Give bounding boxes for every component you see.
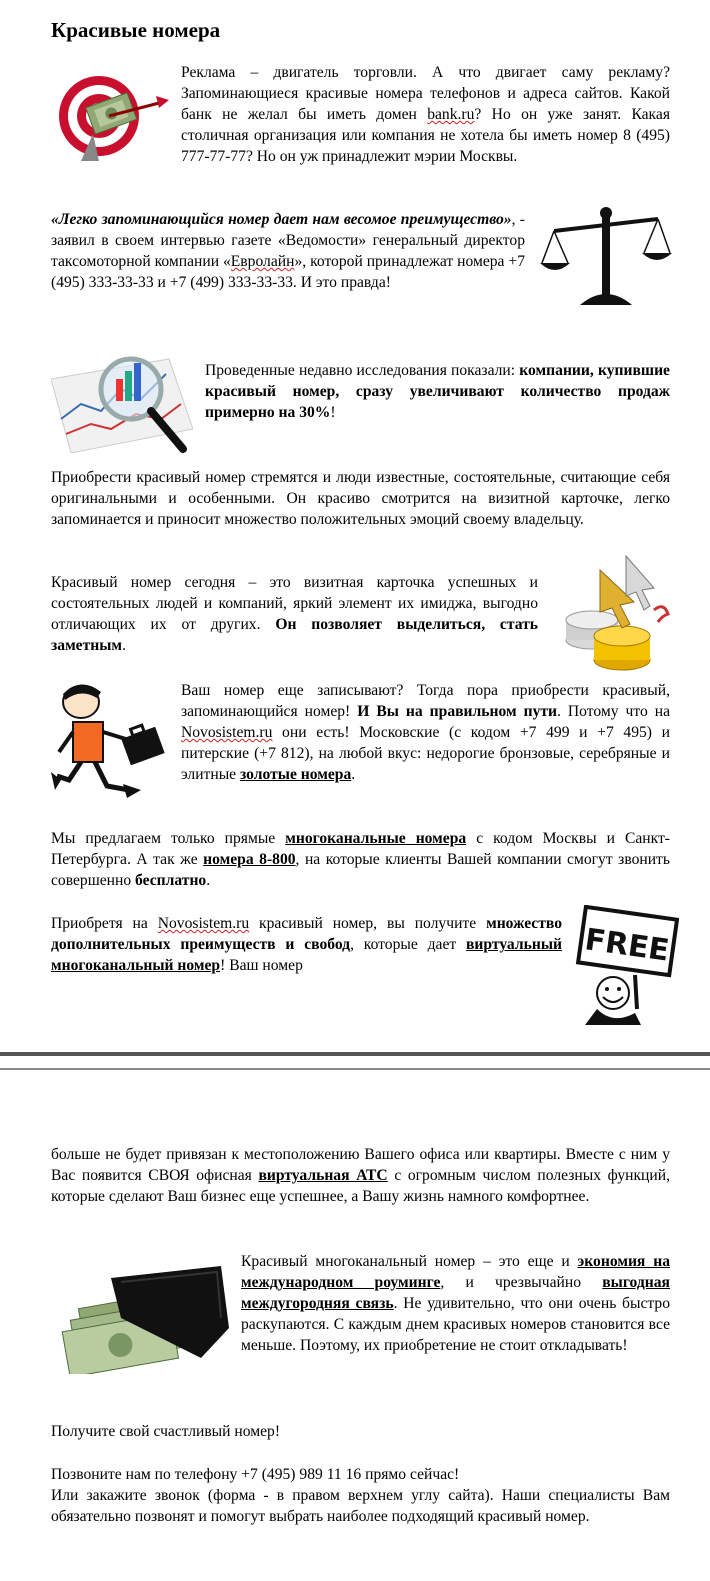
trophy-cursor-icon <box>560 550 676 678</box>
virtual-number-link[interactable]: виртуальный многоканальный номер <box>51 936 562 974</box>
roaming-link[interactable]: экономия на международном роуминге <box>241 1253 670 1291</box>
paragraph-call-now: Позвоните нам по телефону +7 (495) 989 11 16 прямо сейчас! <box>51 1466 460 1483</box>
site-link-2[interactable]: Novosistem.ru <box>157 915 250 932</box>
wallet-money-icon <box>51 1258 231 1374</box>
document-page-2 <box>0 1070 710 1581</box>
paragraph-ats: больше не будет привязан к местоположению Вашего офиса или квартиры. Вместе с ним у Вас появится СВОЯ офисная виртуальная АТС с огромным числом полезных функций, которые сделают Ваш бизнес еще успешнее, а Вашу жизнь намного комфортнее. <box>51 1146 670 1205</box>
paragraph-business-card: Красивый номер сегодня – это визитная карточка успешных и состоятельных людей и компаний, яркий элемент их имиджа, выгодно отличающих их от других. Он позволяет выделиться, стать заметным. <box>51 574 538 654</box>
paragraph-famous: Приобрести красивый номер стремятся и люди известные, состоятельные, считающие себя оригинальными и особенными. Он красиво смотрится на визитной карточке, легко запоминается и приносит множество положительных эмоций своему владельцу. <box>51 469 670 528</box>
paragraph-order-call: Или закажите звонок (форма - в правом верхнем углу сайта). Наши специалисты Вам обязательно позвонят и помогут выбрать наиболее подходящий красивый номер. <box>51 1487 670 1525</box>
target-dart-money-icon <box>51 66 171 174</box>
numbers-8800-link[interactable]: номера 8-800 <box>203 851 296 868</box>
running-man-briefcase-icon <box>51 680 171 812</box>
paragraph-offer: Мы предлагаем только прямые многоканальные номера с кодом Москвы и Санкт-Петербурга. А так же номера 8-800, на которые клиенты Вашей компании смогут звонить совершенно бесплатно. <box>51 830 671 889</box>
free-sign-man-icon <box>575 905 679 1025</box>
paragraph-lucky: Получите свой счастливый номер! <box>51 1423 281 1440</box>
paragraph-virtual: Приобретя на Novosistem.ru красивый номер, вы получите множество дополнительных преимуществ и свобод, которые дает виртуальный многоканальный номер! Ваш номер <box>51 915 562 974</box>
virtual-ats-link[interactable]: виртуальная АТС <box>258 1167 388 1184</box>
paragraph-intro: Реклама – двигатель торговли. А что двигает саму рекламу? Запоминающиеся красивые номера телефонов и адреса сайтов. Какой банк не желал бы иметь домен bank.ru? Но он уже занят. Какая столичная организация или компания не хотела бы иметь номер 8 (495) 777-77-77? Но он уж принадлежит мэрии Москвы. <box>181 64 670 165</box>
paragraph-roaming: Красивый многоканальный номер – это еще и экономия на международном роуминге, и чрезвычайно выгодная междугородняя связь. Не удивительно, что они очень быстро раскупаются. С каждым днем красивых номеров становится все меньше. Поэтому, их приобретение не стоит откладывать! <box>241 1253 670 1354</box>
page-separator <box>0 1052 710 1070</box>
gold-numbers-link[interactable]: золотые номера <box>240 766 352 783</box>
domain-text: bank.ru <box>427 106 475 123</box>
multichannel-link[interactable]: многоканальные номера <box>285 830 467 847</box>
paragraph-quote: «Легко запоминающийся номер дает нам весомое преимущество», - заявил в своем интервью газете «Ведомости» генеральный директор таксомоторной компании «Евролайн», которой принадлежат номера +7 (495) 333-33-33 и +7 (499) 333-33-33. И это правда! <box>51 211 525 291</box>
magnifier-chart-icon <box>51 349 193 453</box>
site-link[interactable]: Novosistem.ru <box>181 724 273 741</box>
paragraph-research: Проведенные недавно исследования показали: компании, купившие красивый номер, сразу увеличивают количество продаж примерно на 30%! <box>205 362 670 421</box>
long-distance-link[interactable]: выгодная междугородняя связь <box>241 1274 670 1312</box>
paragraph-right-path: Ваш номер еще записывают? Тогда пора приобрести красивый, запоминающийся номер! И Вы на правильном пути. Потому что на Novosistem.ru они есть! Московские (с кодом +7 499 и +7 495) и питерские (+7 812), на любой вкус: недорогие бронзовые, серебряные и элитные золотые номера. <box>181 682 671 783</box>
free-sign-text: FREE <box>582 922 672 969</box>
scales-icon <box>540 205 672 307</box>
page-title: Красивые номера <box>51 18 221 42</box>
